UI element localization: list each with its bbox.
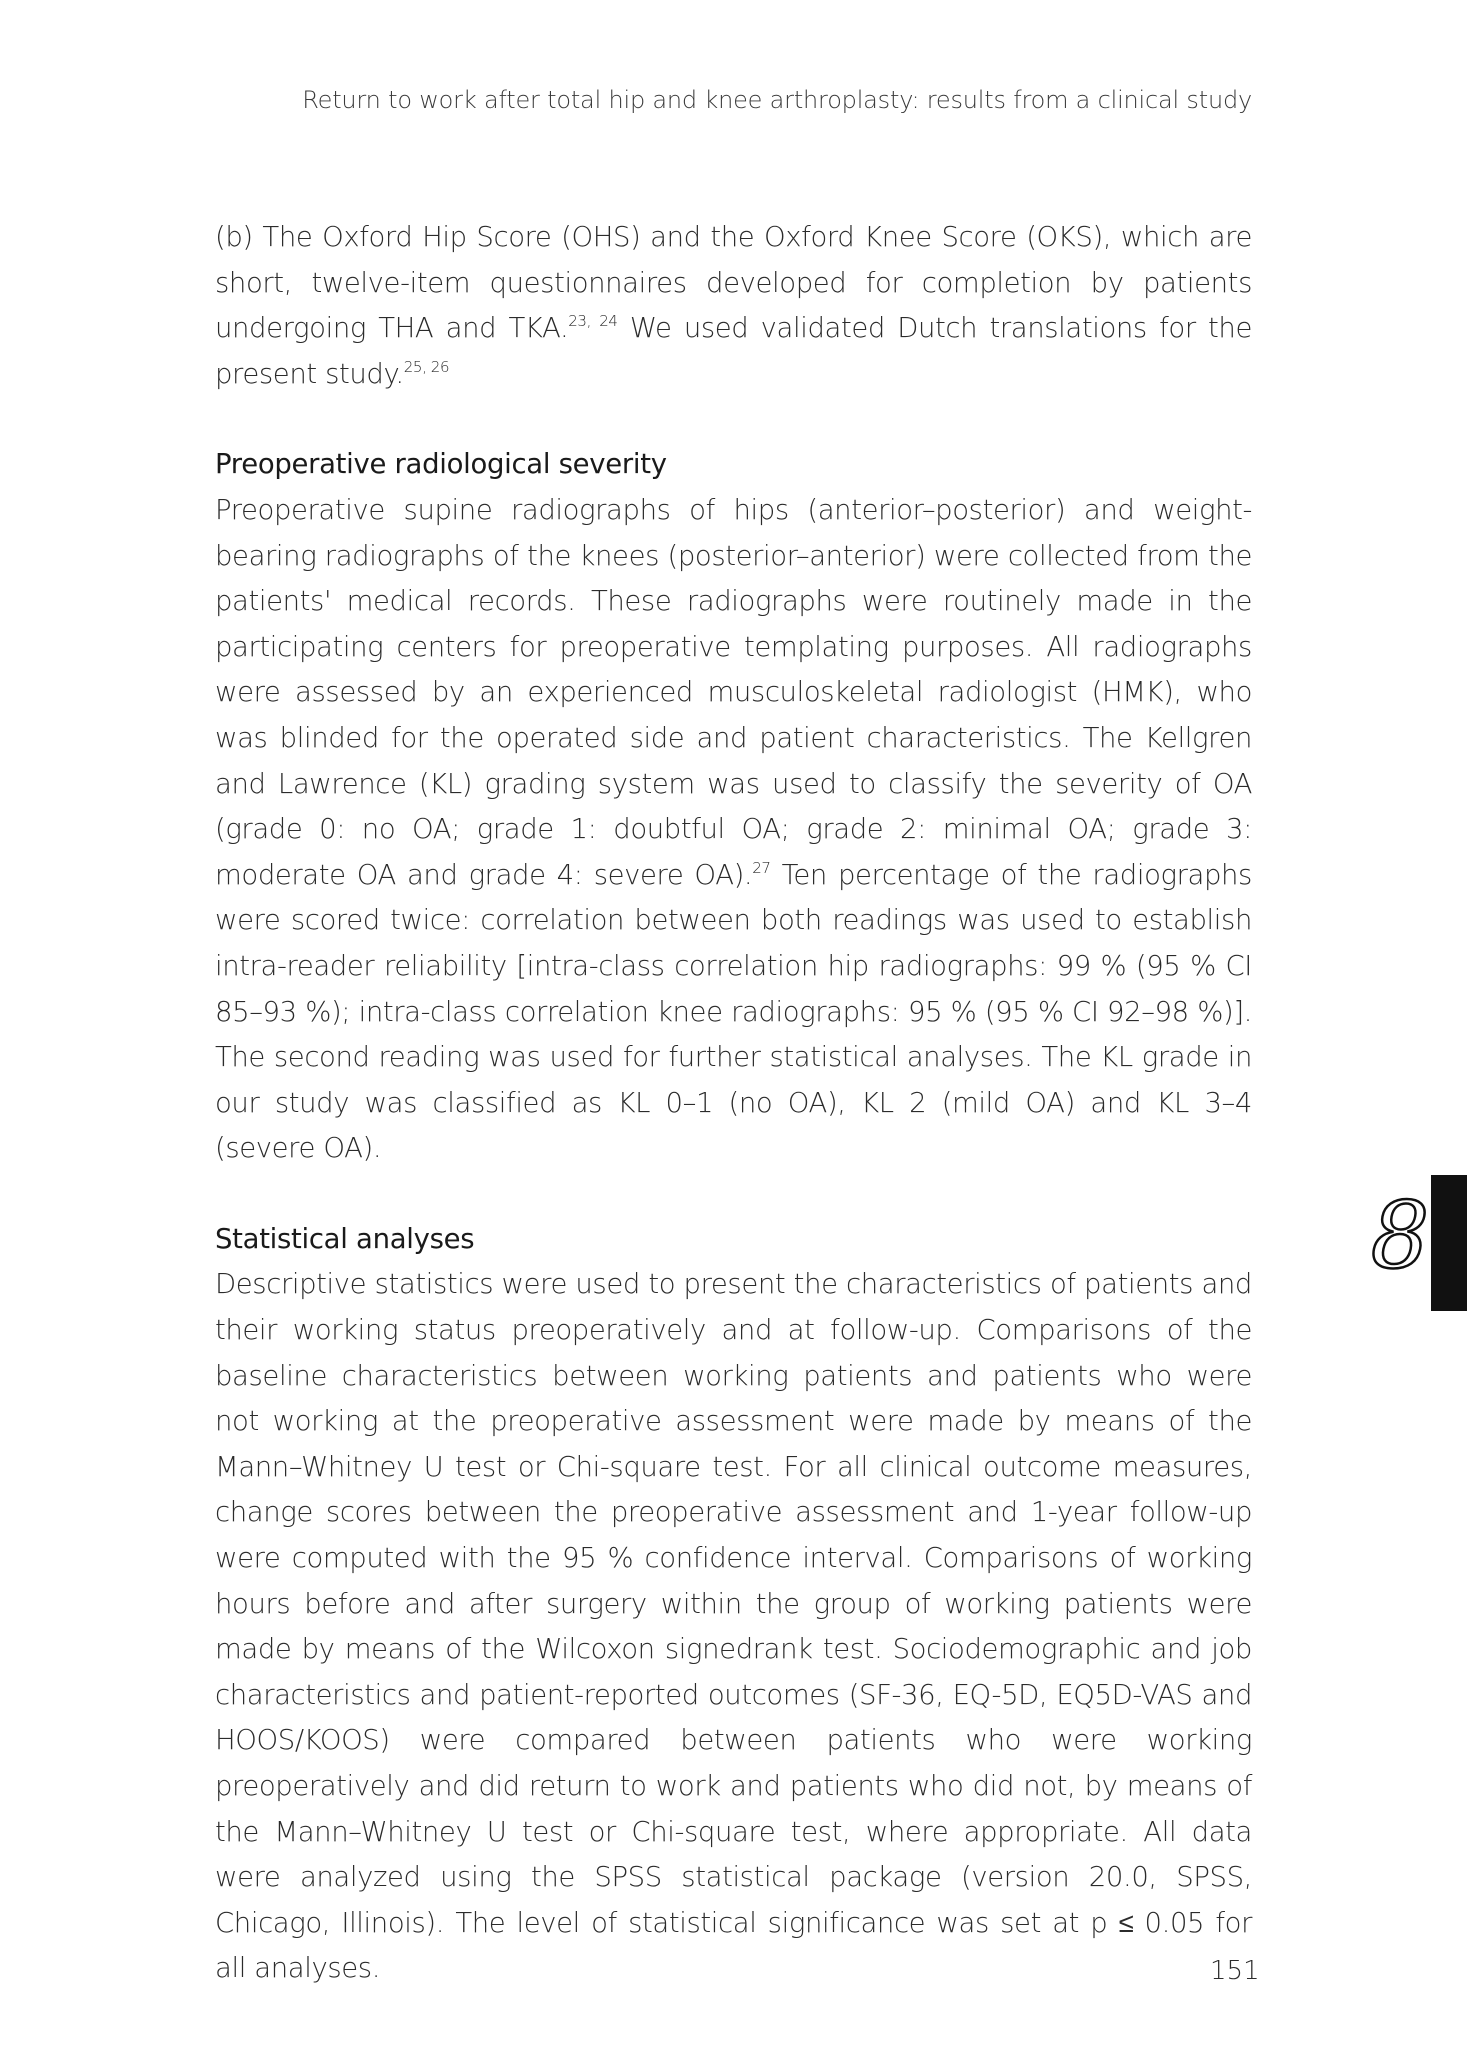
chapter-number: 8 [1370,1182,1430,1289]
oxford-text-2: We used validated Dutch translations for the present study. [215,312,1252,390]
reference-superscript: 25, 26 [403,357,450,376]
radiological-text-1: Preoperative supine radiographs of hips (anterior–posterior) and weight-bearing radiographs of the knees (posterior–anterior) were collected from the patients' medical records. These radiographs were routinely made in the participating centers for preoperative templating purposes. All radiographs were assessed by an experienced musculoskeletal radiologist (HMK), who was blinded for the operated side and patient characteristics. The Kellgren and Lawrence (KL) grading system was used to classify the severity of OA (grade 0: no OA; grade 1: doubtful OA; grade 2: minimal OA; grade 3: moderate OA and grade 4: severe OA). [215,493,1252,891]
reference-superscript: 23, 24 [568,312,618,331]
oxford-text-1: (b) The Oxford Hip Score (OHS) and the Oxford Knee Score (OKS), which are short, twelve-item questionnaires developed for completion by patients undergoing THA and TKA. [215,221,1252,345]
radiological-text-2: Ten percentage of the radiographs were scored twice: correlation between both readings was used to establish intra-reader reliability [intra-class correlation hip radiographs: 99 % (95 % CI 85–93 %); intra-class correlation knee radiographs: 95 % (95 % CI 92–98 %)]. The second reading was used for further statistical analyses. The KL grade in our study was classified as KL 0–1 (no OA), KL 2 (mild OA) and KL 3–4 (severe OA). [215,858,1252,1165]
paragraph-radiological [215,488,1252,1172]
section-heading-statistics: Statistical analyses [215,1222,475,1255]
section-heading-radiological: Preoperative radiological severity [215,448,667,481]
main-content [215,215,1252,1992]
chapter-tab-marker [1431,1175,1467,1311]
paragraph-oxford-scores [215,215,1252,397]
paragraph-statistics: Descriptive statistics were used to present the characteristics of patients and their working status preoperatively and at follow-up. Comparisons of the baseline characteristics between working patients and patients who were not working at the preoperative assessment were made by means of the Mann–Whitney U test or Chi-square test. For all clinical outcome measures, change scores between the preoperative assessment and 1-year follow-up were computed with the 95 % confidence interval. Comparisons of working hours before and after surgery within the group of working patients were made by means of the Wilcoxon signedrank test. Sociodemographic and job characteristics and patient-reported outcomes (SF-36, EQ-5D, EQ5D-VAS and HOOS/KOOS) were compared between patients who were working preoperatively and did return to work and patients who did not, by means of the Mann–Whitney U test or Chi-square test, where appropriate. All data were analyzed using the SPSS statistical package (version 20.0, SPSS, Chicago, Illinois). The level of statistical significance was set at p ≤ 0.05 for all analyses. [215,1268,1252,1985]
page-number: 151 [1210,1956,1260,1986]
reference-superscript: 27 [752,858,771,877]
running-header: Return to work after total hip and knee arthroplasty: results from a clinical study [302,86,1252,114]
